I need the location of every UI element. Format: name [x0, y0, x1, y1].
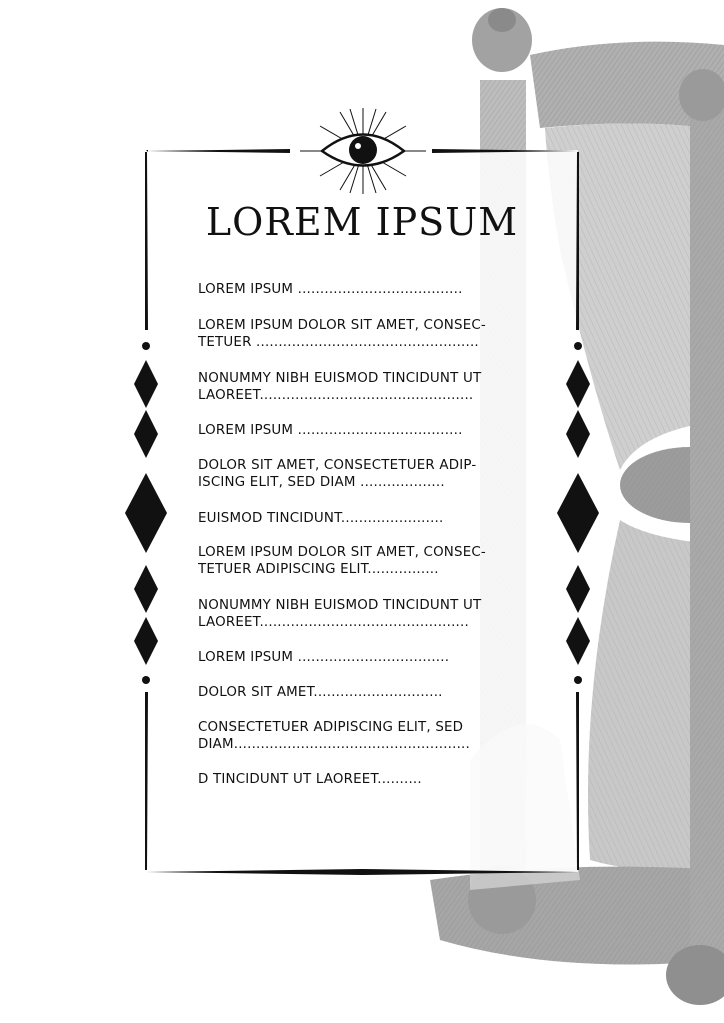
- toc-entry: LOREM IPSUM .....................................: [198, 423, 463, 438]
- eye-ornament: [300, 108, 426, 194]
- toc-entry: NONUMMY NIBH EUISMOD TINCIDUNT UT LAOREET...............................................: [198, 598, 482, 630]
- toc-entry: LOREM IPSUM DOLOR SIT AMET, CONSEC- TETUER ..................................................: [198, 318, 486, 350]
- toc-entry: LOREM IPSUM .....................................: [198, 282, 463, 297]
- toc-entry: DOLOR SIT AMET.............................: [198, 685, 443, 700]
- toc-entry: D TINCIDUNT UT LAOREET..........: [198, 772, 422, 787]
- page-title: LOREM IPSUM: [205, 200, 519, 244]
- toc-entry: LOREM IPSUM DOLOR SIT AMET, CONSEC- TETUER ADIPISCING ELIT................: [198, 545, 486, 577]
- toc-entry: LOREM IPSUM ..................................: [198, 650, 450, 665]
- toc-entry: CONSECTETUER ADIPISCING ELIT, SED DIAM.....................................................: [198, 720, 470, 752]
- toc-entry: EUISMOD TINCIDUNT.......................: [198, 511, 444, 526]
- toc-entry: DOLOR SIT AMET, CONSECTETUER ADIP- ISCING ELIT, SED DIAM ...................: [198, 458, 477, 490]
- toc-entry: NONUMMY NIBH EUISMOD TINCIDUNT UT LAOREET................................................: [198, 371, 482, 403]
